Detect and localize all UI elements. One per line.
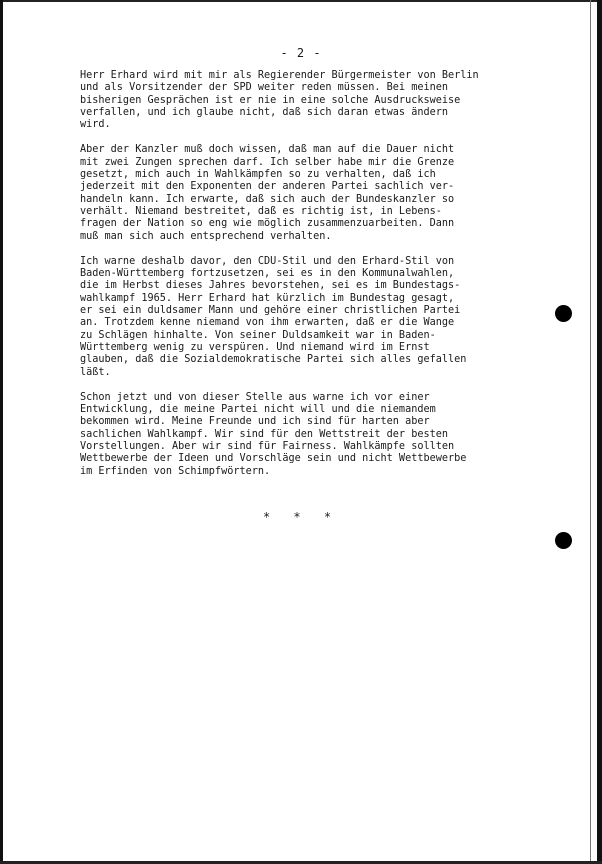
text-line: verfallen, und ich glaube nicht, daß sich daran etwas ändern [80,106,449,118]
text-line: Ich warne deshalb davor, den CDU-Stil und den Erhard-Stil von [80,255,455,267]
text-line: an. Trotzdem kenne niemand von ihm erwarten, daß er die Wange [80,317,455,329]
body-text [80,70,550,491]
text-line: Aber der Kanzler muß doch wissen, daß man auf die Dauer nicht [80,144,455,156]
text-line: handeln kann. Ich erwarte, daß sich auch der Bundeskanzler so [80,193,455,205]
text-line: Entwicklung, die meine Partei nicht will und die niemandem [80,404,436,416]
text-line: Schon jetzt und von dieser Stelle aus warne ich vor einer [80,391,430,403]
text-line: bisherigen Gesprächen ist er nie in eine solche Ausdrucksweise [80,94,461,106]
paragraph-1 [80,70,550,131]
scan-border-left [0,0,3,864]
text-line: Wettbewerbe der Ideen und Vorschläge sein und nicht Wettbewerbe [80,453,467,465]
text-line: läßt. [80,366,111,378]
text-line: muß man sich auch entsprechend verhalten. [80,230,332,242]
text-line: Herr Erhard wird mit mir als Regierender Bürgermeister von Berlin [80,70,479,81]
paragraph-4 [80,392,550,478]
text-line: glauben, daß die Sozialdemokratische Partei sich alles gefallen [80,354,467,366]
text-line: bekommen wird. Meine Freunde und ich sind für harten aber [80,416,430,428]
text-line: er sei ein duldsamer Mann und gehöre einer christlichen Partei [80,305,461,317]
text-line: mit zwei Zungen sprechen darf. Ich selber habe mir die Grenze [80,156,455,168]
text-line: Vorstellungen. Aber wir sind für Fairness. Wahlkämpfe sollten [80,441,455,453]
scan-border-top [0,0,602,2]
text-line: und als Vorsitzender der SPD weiter reden müssen. Bei meinen [80,82,449,94]
text-line: Baden-Württemberg fortzusetzen, sei es in den Kommunalwahlen, [80,268,455,280]
text-line: zu Schlägen hinhalte. Von seiner Duldsamkeit war in Baden- [80,329,436,341]
section-separator: * * * [262,510,340,524]
punch-hole [555,305,572,322]
text-line: sachlichen Wahlkampf. Wir sind für den Wettstreit der besten [80,428,449,440]
scan-border-right [597,0,602,864]
text-line: im Erfinden von Schimpfwörtern. [80,465,271,477]
punch-hole [555,532,572,549]
text-line: gesetzt, mich auch in Wahlkämpfen so zu verhalten, daß ich [80,169,436,181]
text-line: wird. [80,119,111,131]
text-line: Württemberg wenig zu verspüren. Und niemand wird im Ernst [80,341,430,353]
text-line: jederzeit mit den Exponenten der anderen Partei sachlich ver- [80,181,455,193]
paragraph-3 [80,256,550,379]
page-number: - 2 - [280,46,322,60]
text-line: die im Herbst dieses Jahres bevorstehen, sei es im Bundestags- [80,280,461,292]
text-line: verhält. Niemand bestreitet, daß es richtig ist, in Lebens- [80,205,442,217]
scan-border-right-inner [590,0,591,864]
text-line: wahlkampf 1965. Herr Erhard hat kürzlich im Bundestag gesagt, [80,292,455,304]
paragraph-2 [80,144,550,242]
text-line: fragen der Nation so eng wie möglich zusammenzuarbeiten. Dann [80,218,455,230]
